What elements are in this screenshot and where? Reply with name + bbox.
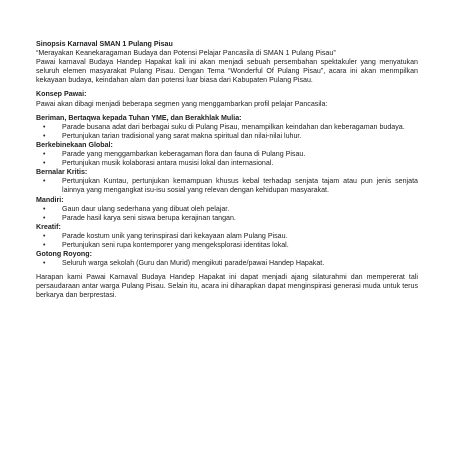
document-title: Sinopsis Karnaval SMAN 1 Pulang Pisau bbox=[36, 40, 173, 48]
list-item bbox=[36, 132, 418, 141]
list-item-text: Parade hasil karya seni siswa berupa kerajinan tangan. bbox=[62, 213, 236, 222]
bullet-icon: • bbox=[43, 205, 46, 213]
konsep-text: Pawai akan dibagi menjadi beberapa segmen yang menggambarkan profil pelajar Pancasila: bbox=[36, 99, 328, 108]
section-heading: Beriman, Bertaqwa kepada Tuhan YME, dan Berakhlak Mulia: bbox=[36, 113, 242, 122]
bullet-icon: • bbox=[43, 160, 46, 168]
list-item bbox=[36, 214, 418, 223]
bullet-icon: • bbox=[43, 214, 46, 222]
bullet-list bbox=[36, 177, 418, 195]
bullet-icon: • bbox=[43, 151, 46, 159]
section-heading: Berkebinekaan Global: bbox=[36, 140, 113, 149]
list-item-text: Pertunjukan Kuntau, pertunjukan kemampuan khusus kebal terhadap senjata tajam atau pun jenis senjata lainnya yang mengangkat isu-isu sosial yang relevan dengan kehidupan masyarakat. bbox=[62, 177, 418, 195]
bullet-icon: • bbox=[43, 123, 46, 131]
document-tagline: “Merayakan Keanekaragaman Budaya dan Potensi Pelajar Pancasila di SMAN 1 Pulang Pisau” bbox=[36, 49, 336, 58]
list-item bbox=[36, 123, 418, 132]
bullet-icon: • bbox=[43, 232, 46, 240]
list-item-text: Parade yang menggambarkan keberagaman flora dan fauna di Pulang Pisau. bbox=[62, 150, 306, 159]
list-item-text: Parade busana adat dari berbagai suku di Pulang Pisau, menampilkan keindahan dan keberagaman budaya. bbox=[62, 122, 405, 131]
list-item-text: Pertunjukan seni rupa kontemporer yang mengeksplorasi identitas lokal. bbox=[62, 240, 289, 249]
bullet-list bbox=[36, 232, 418, 250]
section-heading: Gotong Royong: bbox=[36, 250, 92, 259]
bullet-list bbox=[36, 123, 418, 141]
section-heading: Bernalar Kritis: bbox=[36, 168, 88, 177]
list-item bbox=[36, 205, 418, 214]
bullet-icon: • bbox=[43, 132, 46, 140]
list-item-text: Gaun daur ulang sederhana yang dibuat oleh pelajar. bbox=[62, 204, 230, 213]
bullet-list bbox=[36, 205, 418, 223]
list-item-text: Pertunjukan musik kolaborasi antara musisi lokal dan internasional. bbox=[62, 159, 274, 168]
document-page bbox=[36, 40, 418, 301]
list-item bbox=[36, 150, 418, 159]
section-heading: Mandiri: bbox=[36, 195, 64, 204]
section-heading: Kreatif: bbox=[36, 222, 61, 231]
list-item bbox=[36, 177, 418, 195]
list-item bbox=[36, 232, 418, 241]
list-item-text: Parade kostum unik yang terinspirasi dari kekayaan alam Pulang Pisau. bbox=[62, 231, 288, 240]
bullet-icon: • bbox=[43, 178, 46, 186]
konsep-heading: Konsep Pawai: bbox=[36, 90, 87, 99]
list-item-text: Pertunjukan tarian tradisional yang sarat makna spiritual dan nilai-nilai luhur. bbox=[62, 131, 302, 140]
bullet-list bbox=[36, 150, 418, 168]
list-item bbox=[36, 259, 418, 268]
intro-paragraph: Pawai karnaval Budaya Handep Hapakat kali ini akan menjadi sebuah persembahan spektakuler yang menyatukan seluruh elemen masyarakat Pulang Pisau. Dengan Tema “Wonderful Of Pulang Pisau”, acara ini akan menmpilkan kekayaan budaya, keindahan alam dan potensi luar biasa dari Kabupaten Pulang Pisau. bbox=[36, 58, 418, 85]
bullet-list bbox=[36, 259, 418, 268]
list-item bbox=[36, 159, 418, 168]
list-item-text: Seluruh warga sekolah (Guru dan Murid) mengikuti parade/pawai Handep Hapakat. bbox=[62, 259, 325, 268]
segment-list bbox=[36, 114, 418, 269]
bullet-icon: • bbox=[43, 260, 46, 268]
bullet-icon: • bbox=[43, 241, 46, 249]
closing-paragraph: Harapan kami Pawai Karnaval Budaya Handep Hapakat ini dapat menjadi ajang silaturahmi dan mempererat tali persaudaraan antar warga Pulang Pisau. Selain itu, acara ini diharapkan dapat menginspirasi generasi muda untuk terus berkarya dan berprestasi. bbox=[36, 273, 418, 300]
list-item bbox=[36, 241, 418, 250]
